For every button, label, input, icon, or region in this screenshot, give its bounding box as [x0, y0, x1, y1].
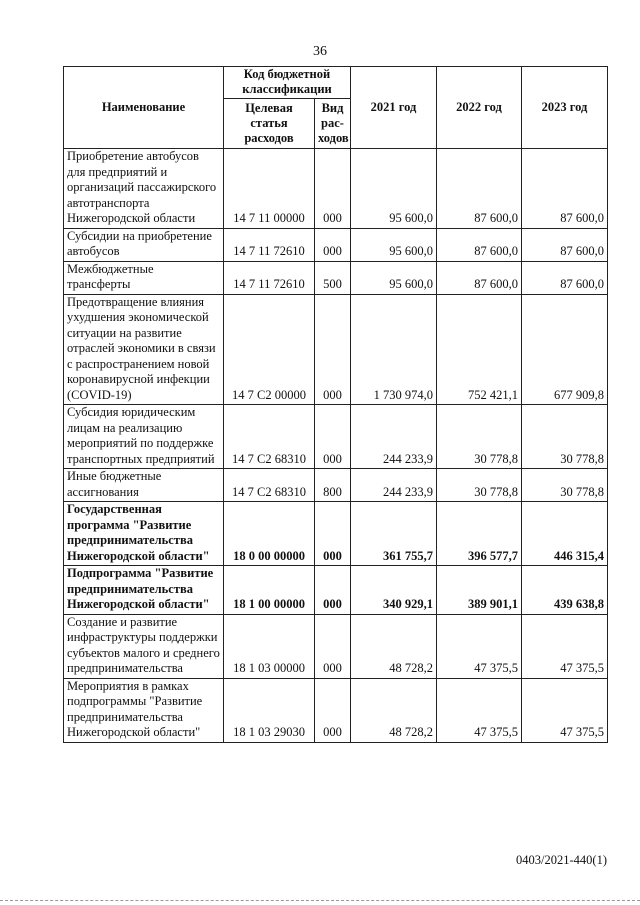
cell-expense-type: 000: [315, 405, 351, 469]
cell-2021: 340 929,1: [351, 566, 437, 615]
budget-table: [63, 66, 608, 743]
cell-2023: 439 638,8: [522, 566, 608, 615]
cell-name: Иные бюджетные ассигнования: [64, 469, 224, 502]
cell-2021: 48 728,2: [351, 678, 437, 742]
cell-2022: 30 778,8: [437, 405, 522, 469]
header-budget-code: Код бюджетной классификации: [224, 67, 351, 99]
cell-target-article: 14 7 11 72610: [224, 261, 315, 294]
cell-target-article: 18 0 00 00000: [224, 502, 315, 566]
cell-2021: 1 730 974,0: [351, 294, 437, 405]
cell-target-article: 14 7 C2 68310: [224, 405, 315, 469]
cell-2022: 752 421,1: [437, 294, 522, 405]
header-year-2022: 2022 год: [437, 67, 522, 149]
cell-2023: 87 600,0: [522, 261, 608, 294]
table-row: [64, 294, 608, 405]
header-year-2023: 2023 год: [522, 67, 608, 149]
cell-2023: 87 600,0: [522, 228, 608, 261]
table-body: [64, 149, 608, 743]
cell-expense-type: 000: [315, 149, 351, 229]
cell-expense-type: 500: [315, 261, 351, 294]
cell-2023: 47 375,5: [522, 678, 608, 742]
cell-name: Предотвращение влияния ухудшения экономической ситуации на развитие отраслей экономики в связи с распространением новой коронавирусной инфекции (COVID-19): [64, 294, 224, 405]
cell-expense-type: 800: [315, 469, 351, 502]
cell-2023: 30 778,8: [522, 469, 608, 502]
table-row: [64, 228, 608, 261]
cell-2023: 87 600,0: [522, 149, 608, 229]
table-row: [64, 678, 608, 742]
cell-name: Субсидия юридическим лицам на реализацию мероприятий по поддержке транспортных предприятий: [64, 405, 224, 469]
table-row: [64, 149, 608, 229]
table-row: [64, 502, 608, 566]
cell-2022: 47 375,5: [437, 614, 522, 678]
cell-target-article: 14 7 11 00000: [224, 149, 315, 229]
cell-2023: 446 315,4: [522, 502, 608, 566]
cell-target-article: 18 1 03 00000: [224, 614, 315, 678]
cell-2022: 87 600,0: [437, 261, 522, 294]
cell-2022: 87 600,0: [437, 228, 522, 261]
cell-expense-type: 000: [315, 614, 351, 678]
cell-name: Создание и развитие инфраструктуры поддержки субъектов малого и среднего предпринимательства: [64, 614, 224, 678]
cell-2022: 30 778,8: [437, 469, 522, 502]
cell-2021: 244 233,9: [351, 469, 437, 502]
header-name: Наименование: [64, 67, 224, 149]
cell-target-article: 14 7 C2 68310: [224, 469, 315, 502]
cell-name: Субсидии на приобретение автобусов: [64, 228, 224, 261]
bottom-divider: [0, 900, 640, 901]
cell-2021: 361 755,7: [351, 502, 437, 566]
cell-expense-type: 000: [315, 502, 351, 566]
document-code: 0403/2021-440(1): [516, 853, 607, 867]
cell-2023: 677 909,8: [522, 294, 608, 405]
cell-name: Приобретение автобусов для предприятий и организаций пассажирского автотранспорта Нижегородской области: [64, 149, 224, 229]
header-year-2021: 2021 год: [351, 67, 437, 149]
cell-2022: 389 901,1: [437, 566, 522, 615]
cell-name: Межбюджетные трансферты: [64, 261, 224, 294]
cell-2021: 95 600,0: [351, 228, 437, 261]
table-row: [64, 566, 608, 615]
header-expense-type: Вид рас- ходов: [315, 99, 351, 149]
cell-2021: 244 233,9: [351, 405, 437, 469]
header-target-article: Целевая статья расходов: [224, 99, 315, 149]
cell-name: Государственная программа "Развитие предпринимательства Нижегородской области": [64, 502, 224, 566]
cell-target-article: 18 1 00 00000: [224, 566, 315, 615]
cell-expense-type: 000: [315, 294, 351, 405]
table-row: [64, 261, 608, 294]
table-row: [64, 469, 608, 502]
cell-2021: 48 728,2: [351, 614, 437, 678]
cell-2023: 30 778,8: [522, 405, 608, 469]
cell-2021: 95 600,0: [351, 261, 437, 294]
cell-name: Мероприятия в рамках подпрограммы "Развитие предпринимательства Нижегородской области": [64, 678, 224, 742]
cell-2022: 396 577,7: [437, 502, 522, 566]
cell-expense-type: 000: [315, 678, 351, 742]
page-number: 36: [313, 44, 327, 59]
cell-2021: 95 600,0: [351, 149, 437, 229]
table-header: [64, 67, 608, 149]
cell-2022: 87 600,0: [437, 149, 522, 229]
cell-target-article: 14 7 11 72610: [224, 228, 315, 261]
cell-2022: 47 375,5: [437, 678, 522, 742]
cell-name: Подпрограмма "Развитие предпринимательства Нижегородской области": [64, 566, 224, 615]
cell-expense-type: 000: [315, 566, 351, 615]
table-row: [64, 614, 608, 678]
cell-2023: 47 375,5: [522, 614, 608, 678]
cell-target-article: 14 7 C2 00000: [224, 294, 315, 405]
table-row: [64, 405, 608, 469]
cell-target-article: 18 1 03 29030: [224, 678, 315, 742]
cell-expense-type: 000: [315, 228, 351, 261]
